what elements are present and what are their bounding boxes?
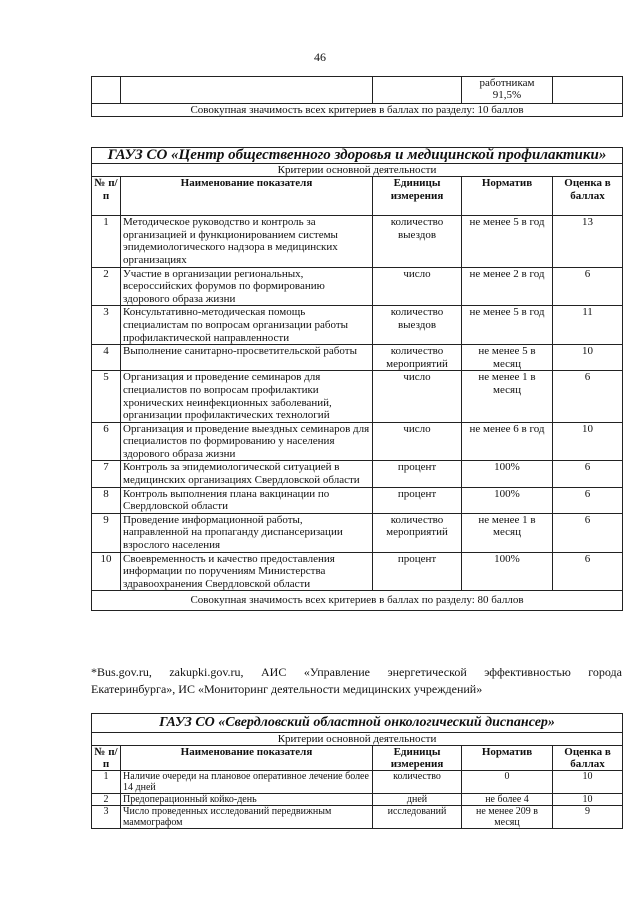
table-row [92, 552, 623, 591]
row-unit: количество мероприятий [373, 345, 462, 371]
row-unit: количество мероприятий [373, 513, 462, 552]
section2-table [91, 713, 623, 829]
row-num: 7 [92, 461, 121, 487]
row-score: 10 [553, 771, 623, 794]
row-num: 1 [92, 216, 121, 267]
row-unit: исследований [373, 806, 462, 829]
table-row [92, 422, 623, 461]
row-norm: 100% [462, 487, 553, 513]
row-num: 6 [92, 422, 121, 461]
row-unit: дней [373, 794, 462, 806]
section1-table [91, 147, 623, 611]
row-unit: процент [373, 461, 462, 487]
row-unit: число [373, 422, 462, 461]
table-row [92, 371, 623, 422]
header-row [92, 746, 623, 771]
row-unit: количество [373, 771, 462, 794]
org-title: ГАУЗ СО «Центр общественного здоровья и медицинской профилактики» [92, 148, 623, 164]
header-name: Наименование показателя [121, 746, 373, 771]
header-score: Оценка в баллах [553, 746, 623, 771]
score-cell [553, 77, 623, 104]
row-norm: не менее 1 в месяц [462, 513, 553, 552]
header-name: Наименование показателя [121, 177, 373, 216]
row-norm: 0 [462, 771, 553, 794]
row-norm: не менее 5 в год [462, 306, 553, 345]
row-num: 3 [92, 306, 121, 345]
row-name: Своевременность и качество предоставления информации по поручениям Министерства здравоохранения Свердловской области [121, 552, 373, 591]
row-name: Консультативно-методическая помощь специалистам по вопросам организации работы профилактической направленности [121, 306, 373, 345]
summary-row [92, 591, 623, 611]
header-unit: Единицы измерения [373, 177, 462, 216]
row-name: Методическое руководство и контроль за организацией и функционированием системы эпидемиологического надзора в медицинских организациях [121, 216, 373, 267]
row-norm: не менее 209 в месяц [462, 806, 553, 829]
row-num: 2 [92, 267, 121, 306]
criteria-label: Критерии основной деятельности [92, 163, 623, 177]
header-num: № п/п [92, 177, 121, 216]
row-norm: не менее 5 в год [462, 216, 553, 267]
num-cell [92, 77, 121, 104]
footnote-line-2: Екатеринбурга», ИС «Мониторинг деятельности медицинских учреждений» [91, 682, 483, 696]
row-score: 6 [553, 371, 623, 422]
row-num: 3 [92, 806, 121, 829]
row-num: 10 [92, 552, 121, 591]
row-unit: процент [373, 552, 462, 591]
table-row [92, 487, 623, 513]
table-row [92, 267, 623, 306]
row-norm: 100% [462, 552, 553, 591]
row-name: Организация и проведение выездных семинаров для специалистов по формированию у населения здорового образа жизни [121, 422, 373, 461]
header-norm: Норматив [462, 177, 553, 216]
row-score: 6 [553, 487, 623, 513]
row-score: 13 [553, 216, 623, 267]
row-score: 10 [553, 422, 623, 461]
unit-cell [373, 77, 462, 104]
row-unit: число [373, 267, 462, 306]
table-row [92, 461, 623, 487]
row-score: 11 [553, 306, 623, 345]
row-norm: не более 4 [462, 794, 553, 806]
row-name: Предоперационный койко-день [121, 794, 373, 806]
row-num: 5 [92, 371, 121, 422]
header-row [92, 177, 623, 216]
header-unit: Единицы измерения [373, 746, 462, 771]
table-row [92, 306, 623, 345]
row-name: Организация и проведение семинаров для специалистов по вопросам профилактики хронических неинфекционных заболеваний, организации профилактических технологий [121, 371, 373, 422]
row-num: 2 [92, 794, 121, 806]
row-name: Выполнение санитарно-просветительской работы [121, 345, 373, 371]
name-cell [121, 77, 373, 104]
row-norm: не менее 6 в год [462, 422, 553, 461]
page-number: 46 [314, 50, 326, 64]
row-num: 8 [92, 487, 121, 513]
row-score: 9 [553, 806, 623, 829]
table-row [92, 771, 623, 794]
org-title: ГАУЗ СО «Свердловский областной онкологический диспансер» [92, 714, 623, 733]
row-num: 9 [92, 513, 121, 552]
row-norm: не менее 2 в год [462, 267, 553, 306]
row-norm: не менее 1 в месяц [462, 371, 553, 422]
row-name: Проведение информационной работы, направленной на пропаганду диспансеризации взрослого населения [121, 513, 373, 552]
table-row [92, 345, 623, 371]
header-score: Оценка в баллах [553, 177, 623, 216]
criteria-label: Критерии основной деятельности [92, 733, 623, 746]
header-num: № п/п [92, 746, 121, 771]
table-row [92, 806, 623, 829]
table-row [92, 794, 623, 806]
row-score: 6 [553, 513, 623, 552]
row-score: 10 [553, 345, 623, 371]
section-summary: Совокупная значимость всех критериев в баллах по разделу: 10 баллов [92, 104, 623, 117]
norm-cell: работникам 91,5% [462, 77, 553, 104]
org-title-row [92, 148, 623, 164]
row-name: Контроль за эпидемиологической ситуацией в медицинских организациях Свердловской области [121, 461, 373, 487]
table-row [92, 216, 623, 267]
row-score: 6 [553, 461, 623, 487]
row-norm: 100% [462, 461, 553, 487]
row-score: 10 [553, 794, 623, 806]
row-name: Число проведенных исследований передвижным маммографом [121, 806, 373, 829]
footnote-line-1: *Bus.gov.ru, zakupki.gov.ru, АИС «Управление энергетической эффективностью города [91, 665, 622, 679]
criteria-row [92, 733, 623, 746]
table-row [92, 513, 623, 552]
row-name: Контроль выполнения плана вакцинации по Свердловской области [121, 487, 373, 513]
org-title-row [92, 714, 623, 733]
row-score: 6 [553, 552, 623, 591]
header-norm: Норматив [462, 746, 553, 771]
previous-section-table [91, 76, 623, 117]
table-row [92, 77, 623, 104]
summary-row [92, 104, 623, 117]
row-unit: число [373, 371, 462, 422]
row-score: 6 [553, 267, 623, 306]
row-num: 1 [92, 771, 121, 794]
row-name: Наличие очереди на плановое оперативное лечение более 14 дней [121, 771, 373, 794]
row-unit: количество выездов [373, 216, 462, 267]
row-unit: процент [373, 487, 462, 513]
row-name: Участие в организации региональных, всероссийских форумов по формированию здорового образа жизни [121, 267, 373, 306]
criteria-row [92, 163, 623, 177]
row-norm: не менее 5 в месяц [462, 345, 553, 371]
footnote [91, 664, 622, 698]
section-summary: Совокупная значимость всех критериев в баллах по разделу: 80 баллов [92, 591, 623, 611]
row-num: 4 [92, 345, 121, 371]
row-unit: количество выездов [373, 306, 462, 345]
